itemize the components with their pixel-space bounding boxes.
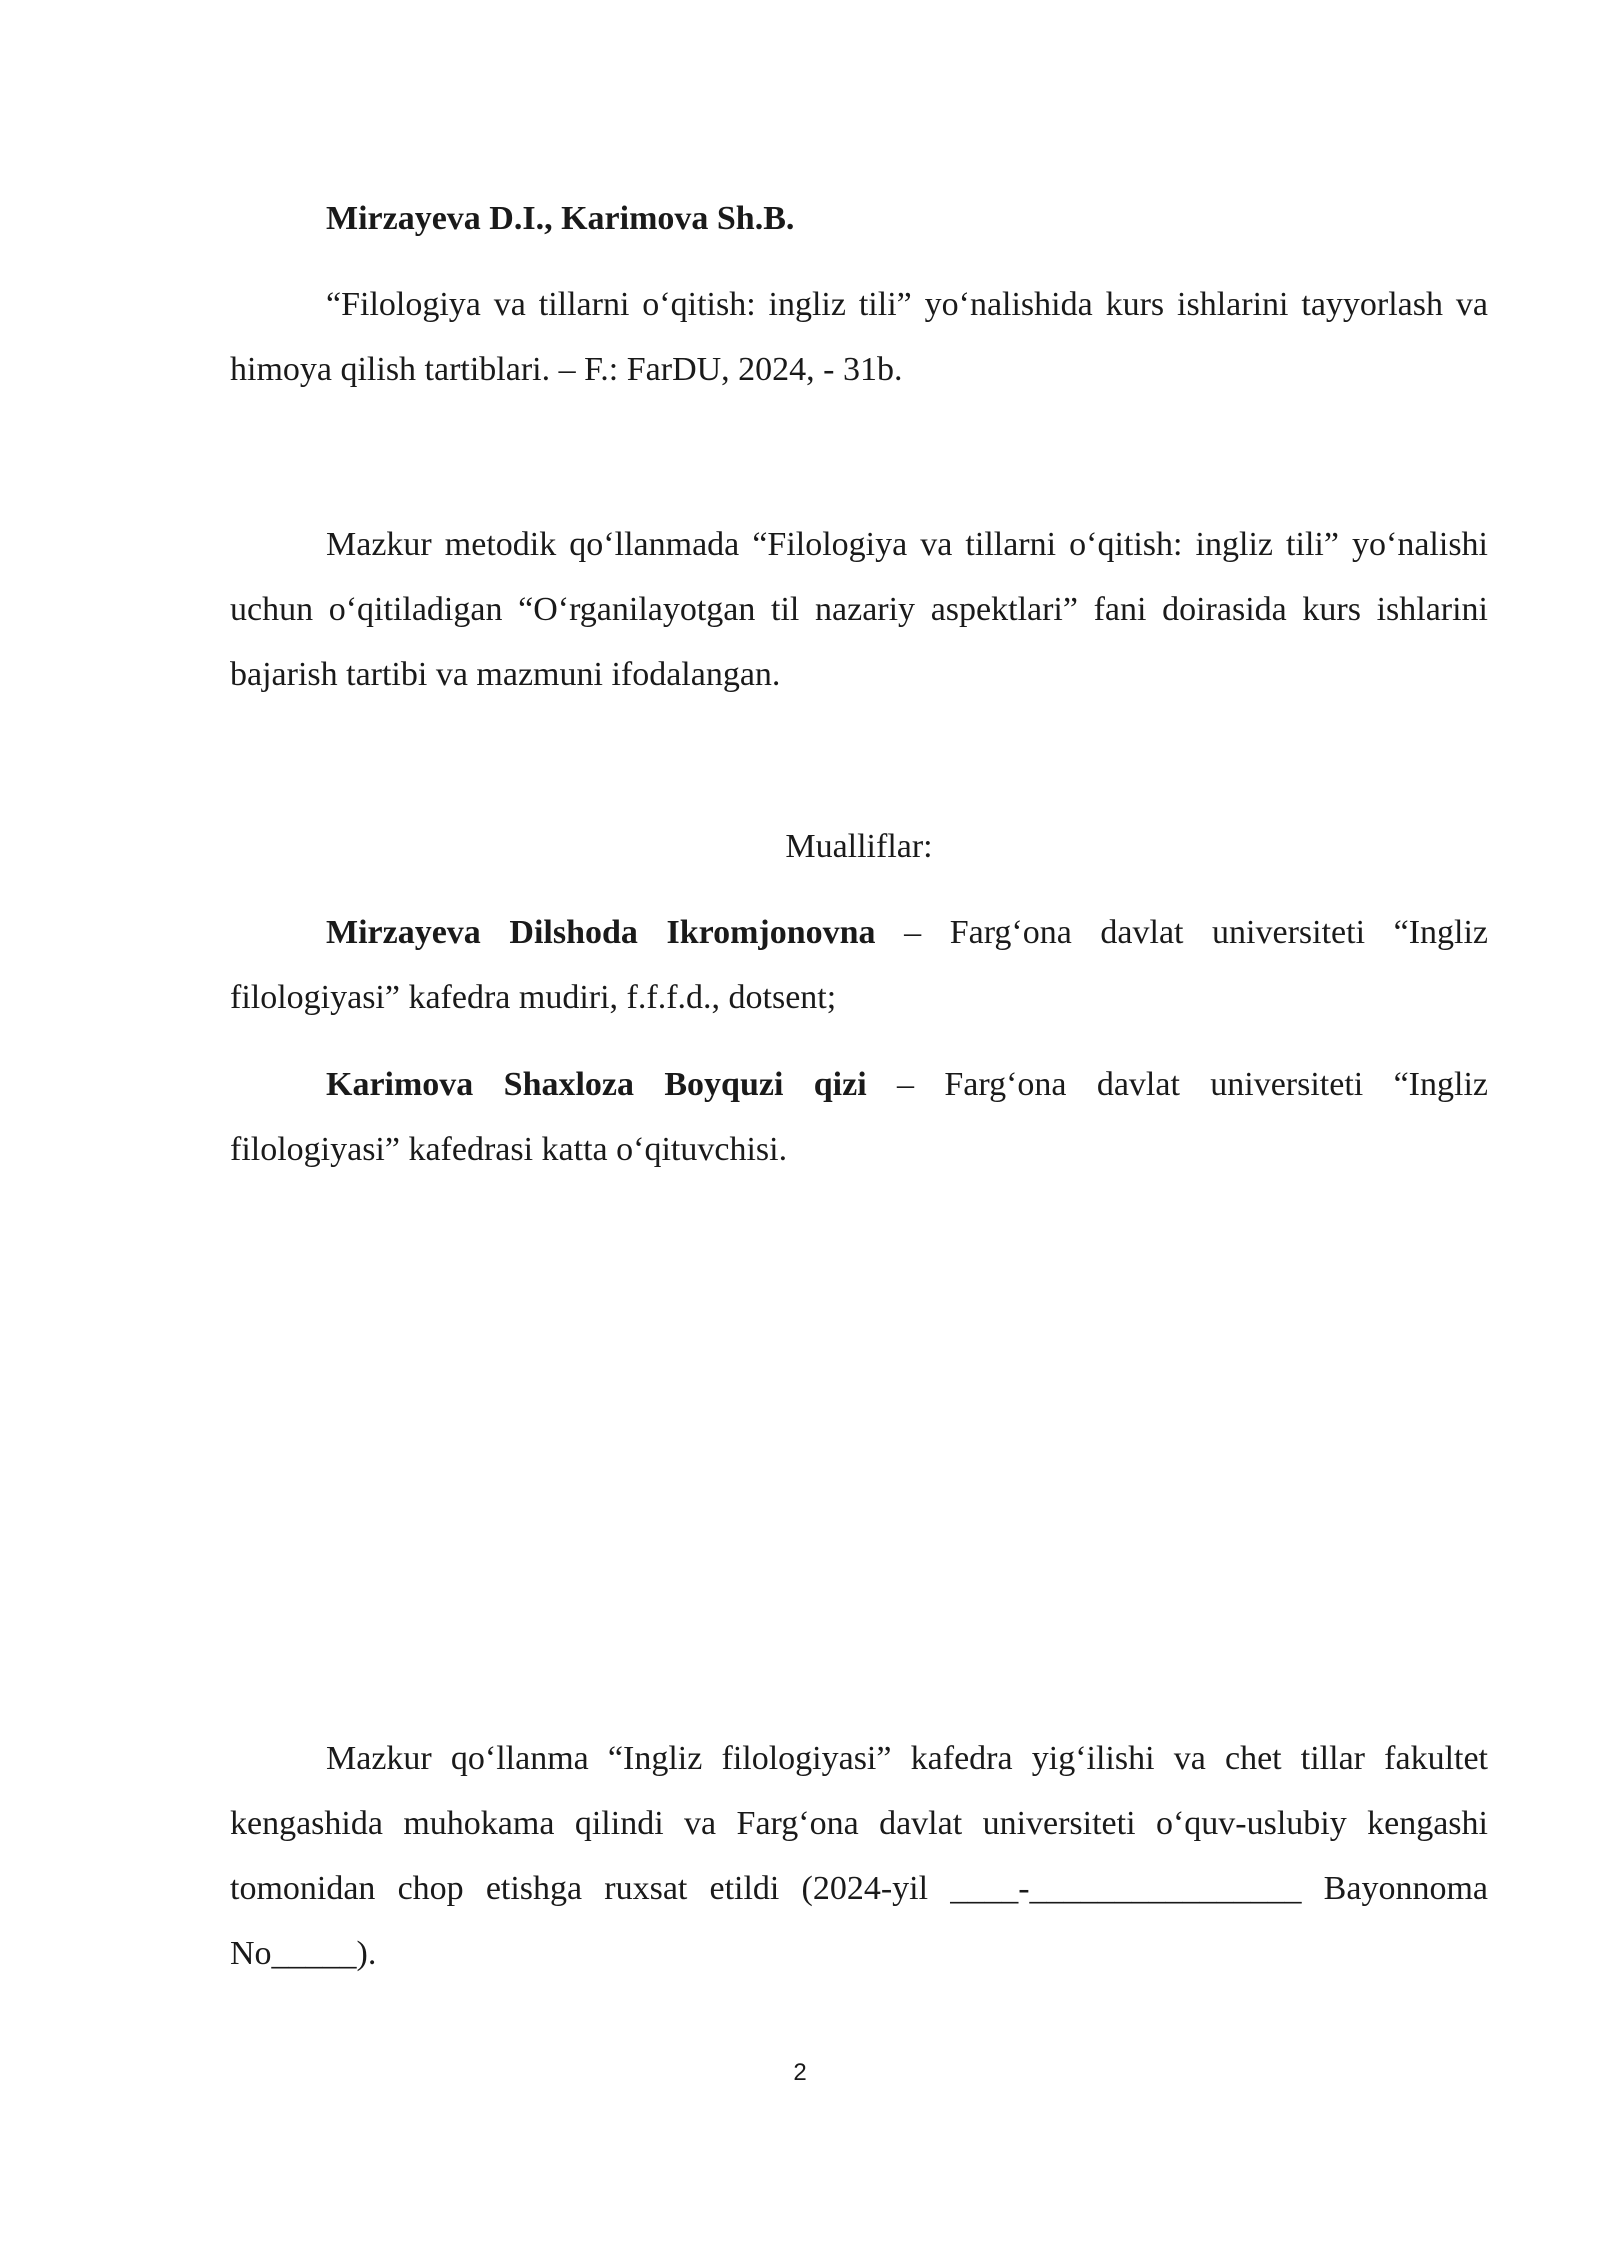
abstract-paragraph: Mazkur metodik qo‘llanmada “Filologiya va tillarni o‘qitish: ingliz tili” yo‘nalishi uchun o‘qitiladigan “O‘rganilayotgan til nazariy aspektlari” fani doirasida kurs ishlarini bajarish tartibi va mazmuni ifodalangan. — [230, 526, 1488, 693]
author-2-name: Karimova Shaxloza Boyquzi qizi — [326, 1066, 867, 1103]
page-number: 2 — [793, 2059, 807, 2086]
approval-paragraph: Mazkur qo‘llanma “Ingliz filologiyasi” kafedra yig‘ilishi va chet tillar fakultet kengashida muhokama qilindi va Farg‘ona davlat universiteti o‘quv-uslubiy kengashi tomonidan chop etishga ruxsat etildi (2024-yil ____-________________ Bayonnoma No_____). — [230, 1740, 1488, 1972]
author-2-description: – Farg‘ona davlat universiteti “Ingliz filologiyasi” kafedrasi katta o‘qituvchisi. — [230, 1066, 1488, 1168]
author-2-paragraph — [230, 1052, 1488, 1182]
citation-paragraph: “Filologiya va tillarni o‘qitish: ingliz tili” yo‘nalishida kurs ishlarini tayyorlash va himoya qilish tartiblari. – F.: FarDU, 2024, - 31b. — [230, 286, 1488, 388]
header-authors: Mirzayeva D.I., Karimova Sh.B. — [326, 200, 795, 237]
author-1-description: – Farg‘ona davlat universiteti “Ingliz filologiyasi” kafedra mudiri, f.f.f.d., dotsent; — [230, 914, 1488, 1016]
author-1-name: Mirzayeva Dilshoda Ikromjonovna — [326, 914, 876, 951]
authors-heading: Mualliflar: — [785, 828, 933, 865]
author-1-paragraph — [230, 900, 1488, 1030]
